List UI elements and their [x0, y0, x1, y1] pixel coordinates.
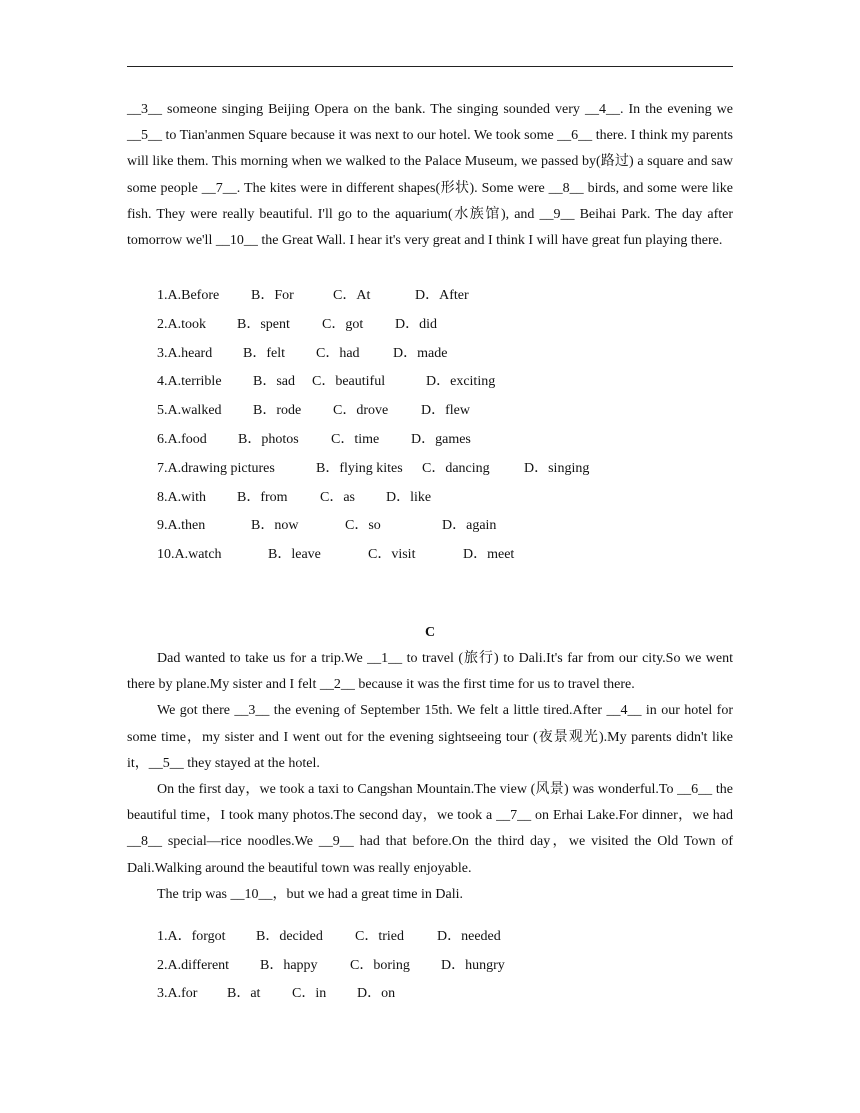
option-d: D．made [393, 345, 448, 361]
passage-c-paragraph: Dad wanted to take us for a trip.We __1__ to travel (旅行) to Dali.It's far from our city.So we went there by plane.My sister and I felt __2__ because it was the first time for us to travel there. [127, 651, 733, 693]
option-row [157, 368, 733, 397]
option-d: D．on [357, 986, 396, 1002]
option-c: C．had [316, 345, 360, 361]
option-d: D．flew [421, 403, 470, 419]
option-a: 1.A.Before [157, 288, 220, 303]
option-b: B．sad [253, 374, 295, 390]
option-a: 8.A.with [157, 489, 206, 505]
option-c: C．as [320, 489, 355, 505]
option-row [157, 980, 733, 1009]
option-a: 4.A.terrible [157, 374, 222, 390]
option-a: 2.A.took [157, 316, 206, 332]
passage-b-options [157, 282, 733, 570]
option-c: C．dancing [422, 460, 490, 476]
option-b: B．leave [268, 547, 321, 563]
option-b: B．For [251, 288, 294, 303]
option-b: B．happy [260, 957, 318, 973]
option-d: D．exciting [426, 374, 496, 390]
option-row [157, 340, 733, 369]
option-a: 2.A.different [157, 957, 230, 973]
option-b: B．from [237, 489, 288, 505]
option-d: D．needed [437, 929, 501, 944]
option-c: C．got [322, 316, 364, 332]
option-a: 7.A.drawing pictures [157, 460, 275, 476]
option-row [157, 455, 733, 484]
option-a: 5.A.walked [157, 403, 222, 419]
option-c: C．time [331, 431, 380, 447]
option-d: D．like [386, 489, 432, 505]
option-c: C．boring [350, 957, 410, 973]
passage-c-options [157, 923, 733, 1009]
option-d: D．did [395, 316, 437, 332]
option-d: D．again [442, 518, 497, 534]
option-a: 9.A.then [157, 518, 206, 534]
option-b: B．decided [256, 929, 323, 944]
passage-c-paragraph: We got there __3__ the evening of September 15th. We felt a little tired.After __4__ in our hotel for some time，my sister and I went out for the evening sightseeing tour (夜景观光).My parents didn't like it，__5__ they stayed at the hotel. [127, 703, 733, 771]
option-d: D．hungry [441, 957, 505, 973]
option-row [157, 484, 733, 513]
option-d: D．meet [463, 547, 515, 563]
option-d: D．singing [524, 460, 590, 476]
option-d: D．After [415, 288, 469, 303]
option-row [157, 426, 733, 455]
option-row [157, 311, 733, 340]
option-b: B．now [251, 518, 299, 534]
option-b: B．rode [253, 403, 302, 419]
option-b: B．flying kites [316, 460, 403, 476]
option-d: D．games [411, 431, 471, 447]
section-heading-c: C [424, 625, 436, 640]
option-row [157, 952, 733, 981]
passage-b [127, 97, 733, 254]
option-row [157, 282, 733, 311]
option-c: C．drove [333, 403, 389, 419]
option-c: C．beautiful [312, 374, 386, 390]
option-c: C．in [292, 986, 327, 1002]
option-b: B．felt [243, 345, 285, 361]
option-c: C．tried [355, 929, 404, 944]
option-a: 1.A．forgot [157, 929, 226, 944]
option-row [157, 397, 733, 426]
option-c: C．visit [368, 547, 416, 563]
option-b: B．at [227, 986, 261, 1002]
passage-c-paragraph: The trip was __10__，but we had a great time in Dali. [157, 886, 463, 902]
option-row [157, 512, 733, 541]
option-c: C．so [345, 518, 381, 534]
passage-c [127, 646, 733, 908]
option-b: B．photos [238, 431, 299, 447]
option-a: 3.A.for [157, 986, 198, 1002]
option-b: B．spent [237, 316, 290, 332]
option-a: 3.A.heard [157, 345, 213, 361]
option-a: 6.A.food [157, 431, 207, 447]
header-rule [127, 66, 733, 67]
passage-b-text: __3__ someone singing Beijing Opera on the bank. The singing sounded very __4__. In the evening we __5__ to Tian'anmen Square because it was next to our hotel. We took some __6__ there. I think my parents will like them. This morning when we walked to the Palace Museum, we passed by(路过) a square and saw some people __7__. The kites were in different shapes(形状). Some were __8__ birds, and some were like fish. They were really beautiful. I'll go to the aquarium(水族馆), and __9__ Beihai Park. The day after tomorrow we'll __10__ the Great Wall. I hear it's very great and I think I will have great fun playing there. [127, 102, 733, 249]
option-row [157, 541, 733, 570]
option-row [157, 923, 733, 952]
option-c: C．At [333, 288, 371, 303]
passage-c-paragraph: On the first day，we took a taxi to Cangshan Mountain.The view (风景) was wonderful.To __6__ the beautiful time，I took many photos.The second day，we took a __7__ on Erhai Lake.For dinner，we had __8__ special—rice noodles.We __9__ had that before.On the third day，we visited the Old Town of Dali.Walking around the beautiful town was really enjoyable. [127, 782, 733, 876]
option-a: 10.A.watch [157, 547, 222, 563]
